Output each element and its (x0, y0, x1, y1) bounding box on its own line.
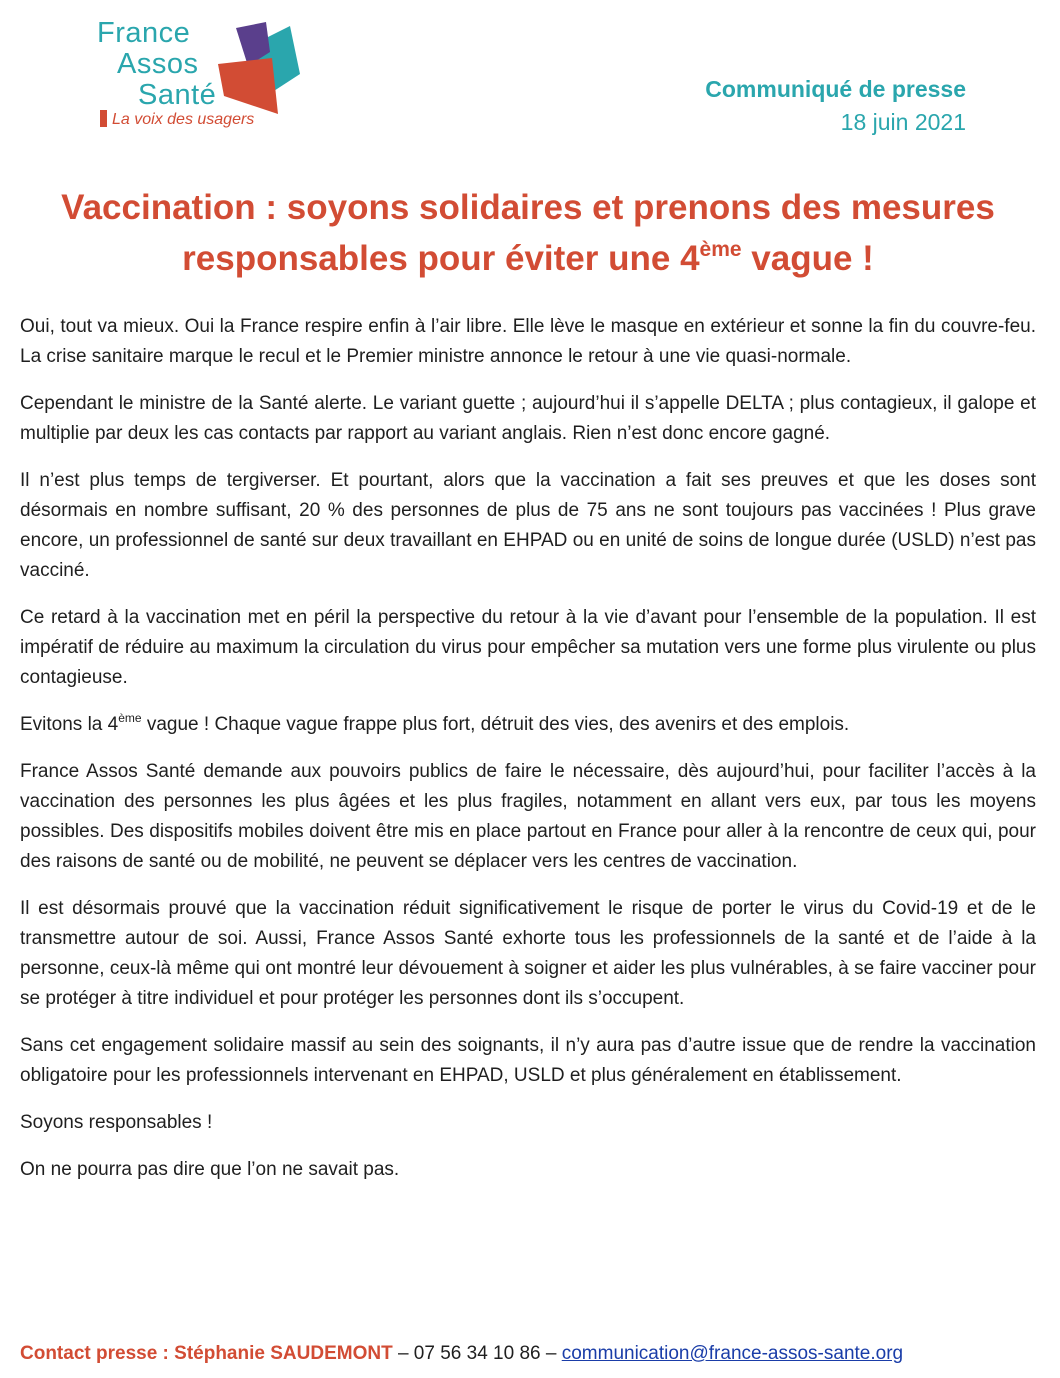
page-title (20, 182, 1036, 284)
paragraph-10: On ne pourra pas dire que l’on ne savait pas. (20, 1159, 400, 1180)
document-body (20, 312, 1036, 1202)
press-contact (20, 1340, 903, 1368)
press-release-label: Communiqué de presse (705, 76, 966, 102)
paragraph-1: Oui, tout va mieux. Oui la France respire enfin à l’air libre. Elle lève le masque en extérieur et sonne la fin du couvre-feu. La crise sanitaire marque le recul et le Premier ministre annonce le retour à une vie quasi-normale. (20, 316, 1036, 367)
logo-word-assos: Assos (117, 48, 199, 80)
logo-tagline: La voix des usagers (100, 110, 254, 129)
title-line-1: Vaccination : soyons solidaires et prenons des mesures (61, 188, 995, 227)
contact-phone: – 07 56 34 10 86 – (392, 1343, 562, 1364)
paragraph-3: Il n’est plus temps de tergiverser. Et pourtant, alors que la vaccination a fait ses preuves et que les doses sont désormais en nombre suffisant, 20 % des personnes de plus de 75 ans ne sont toujours pas vaccinées ! Plus grave encore, un professionnel de santé sur deux travaillant en EHPAD ou en unité de soins de longue durée (USLD) n’est pas vacciné. (20, 470, 1036, 581)
tagline-mark-icon (100, 110, 107, 127)
paragraph-9: Soyons responsables ! (20, 1112, 213, 1133)
contact-email-link[interactable]: communication@france-assos-sante.org (561, 1343, 904, 1364)
paragraph-2: Cependant le ministre de la Santé alerte. Le variant guette ; aujourd’hui il s’appelle DELTA ; plus contagieux, il galope et multiplie par deux les cas contacts par rapport au variant anglais. Rien n’est donc encore gagné. (20, 393, 1036, 444)
paragraph-6: France Assos Santé demande aux pouvoirs publics de faire le nécessaire, dès aujourd’hui, pour faciliter l’accès à la vaccination des personnes les plus âgées et les plus fragiles, notamment en allant vers eux, par tous les moyens possibles. Des dispositifs mobiles doivent être mis en place partout en France pour aller à la rencontre de ceux qui, pour des raisons de santé ou de mobilité, ne peuvent se déplacer vers les centres de vaccination. (20, 761, 1036, 872)
paragraph-5: Evitons la 4ème vague ! Chaque vague frappe plus fort, détruit des vies, des avenirs et des emplois. (20, 711, 850, 735)
paragraph-4: Ce retard à la vaccination met en péril la perspective du retour à la vie d’avant pour l’ensemble de la population. Il est impératif de réduire au maximum la circulation du virus pour empêcher sa mutation vers une forme plus virulente ou plus contagieuse. (20, 607, 1036, 688)
paragraph-8: Sans cet engagement solidaire massif au sein des soignants, il n’y aura pas d’autre issue que de rendre la vaccination obligatoire pour les professionnels intervenant en EHPAD, USLD et plus généralement en établissement. (20, 1035, 1036, 1086)
logo-flag-icon (214, 20, 300, 116)
logo-word-sante: Santé (138, 79, 217, 111)
france-assos-sante-logo (92, 14, 307, 134)
contact-label: Contact presse : Stéphanie SAUDEMONT (20, 1343, 393, 1364)
logo-word-france: France (97, 17, 191, 49)
press-release-date: 18 juin 2021 (840, 109, 966, 135)
press-release-header (705, 73, 966, 139)
paragraph-7: Il est désormais prouvé que la vaccination réduit significativement le risque de porter le virus du Covid-19 et de le transmettre autour de soi. Aussi, France Assos Santé exhorte tous les professionnels de la santé et de l’aide à la personne, ceux-là même qui ont montré leur dévouement à soigner et aider les plus vulnérables, à se faire vacciner pour se protéger à titre individuel et pour protéger les personnes dont ils s’occupent. (20, 898, 1036, 1009)
title-line-2: responsables pour éviter une 4ème vague ! (182, 238, 874, 278)
